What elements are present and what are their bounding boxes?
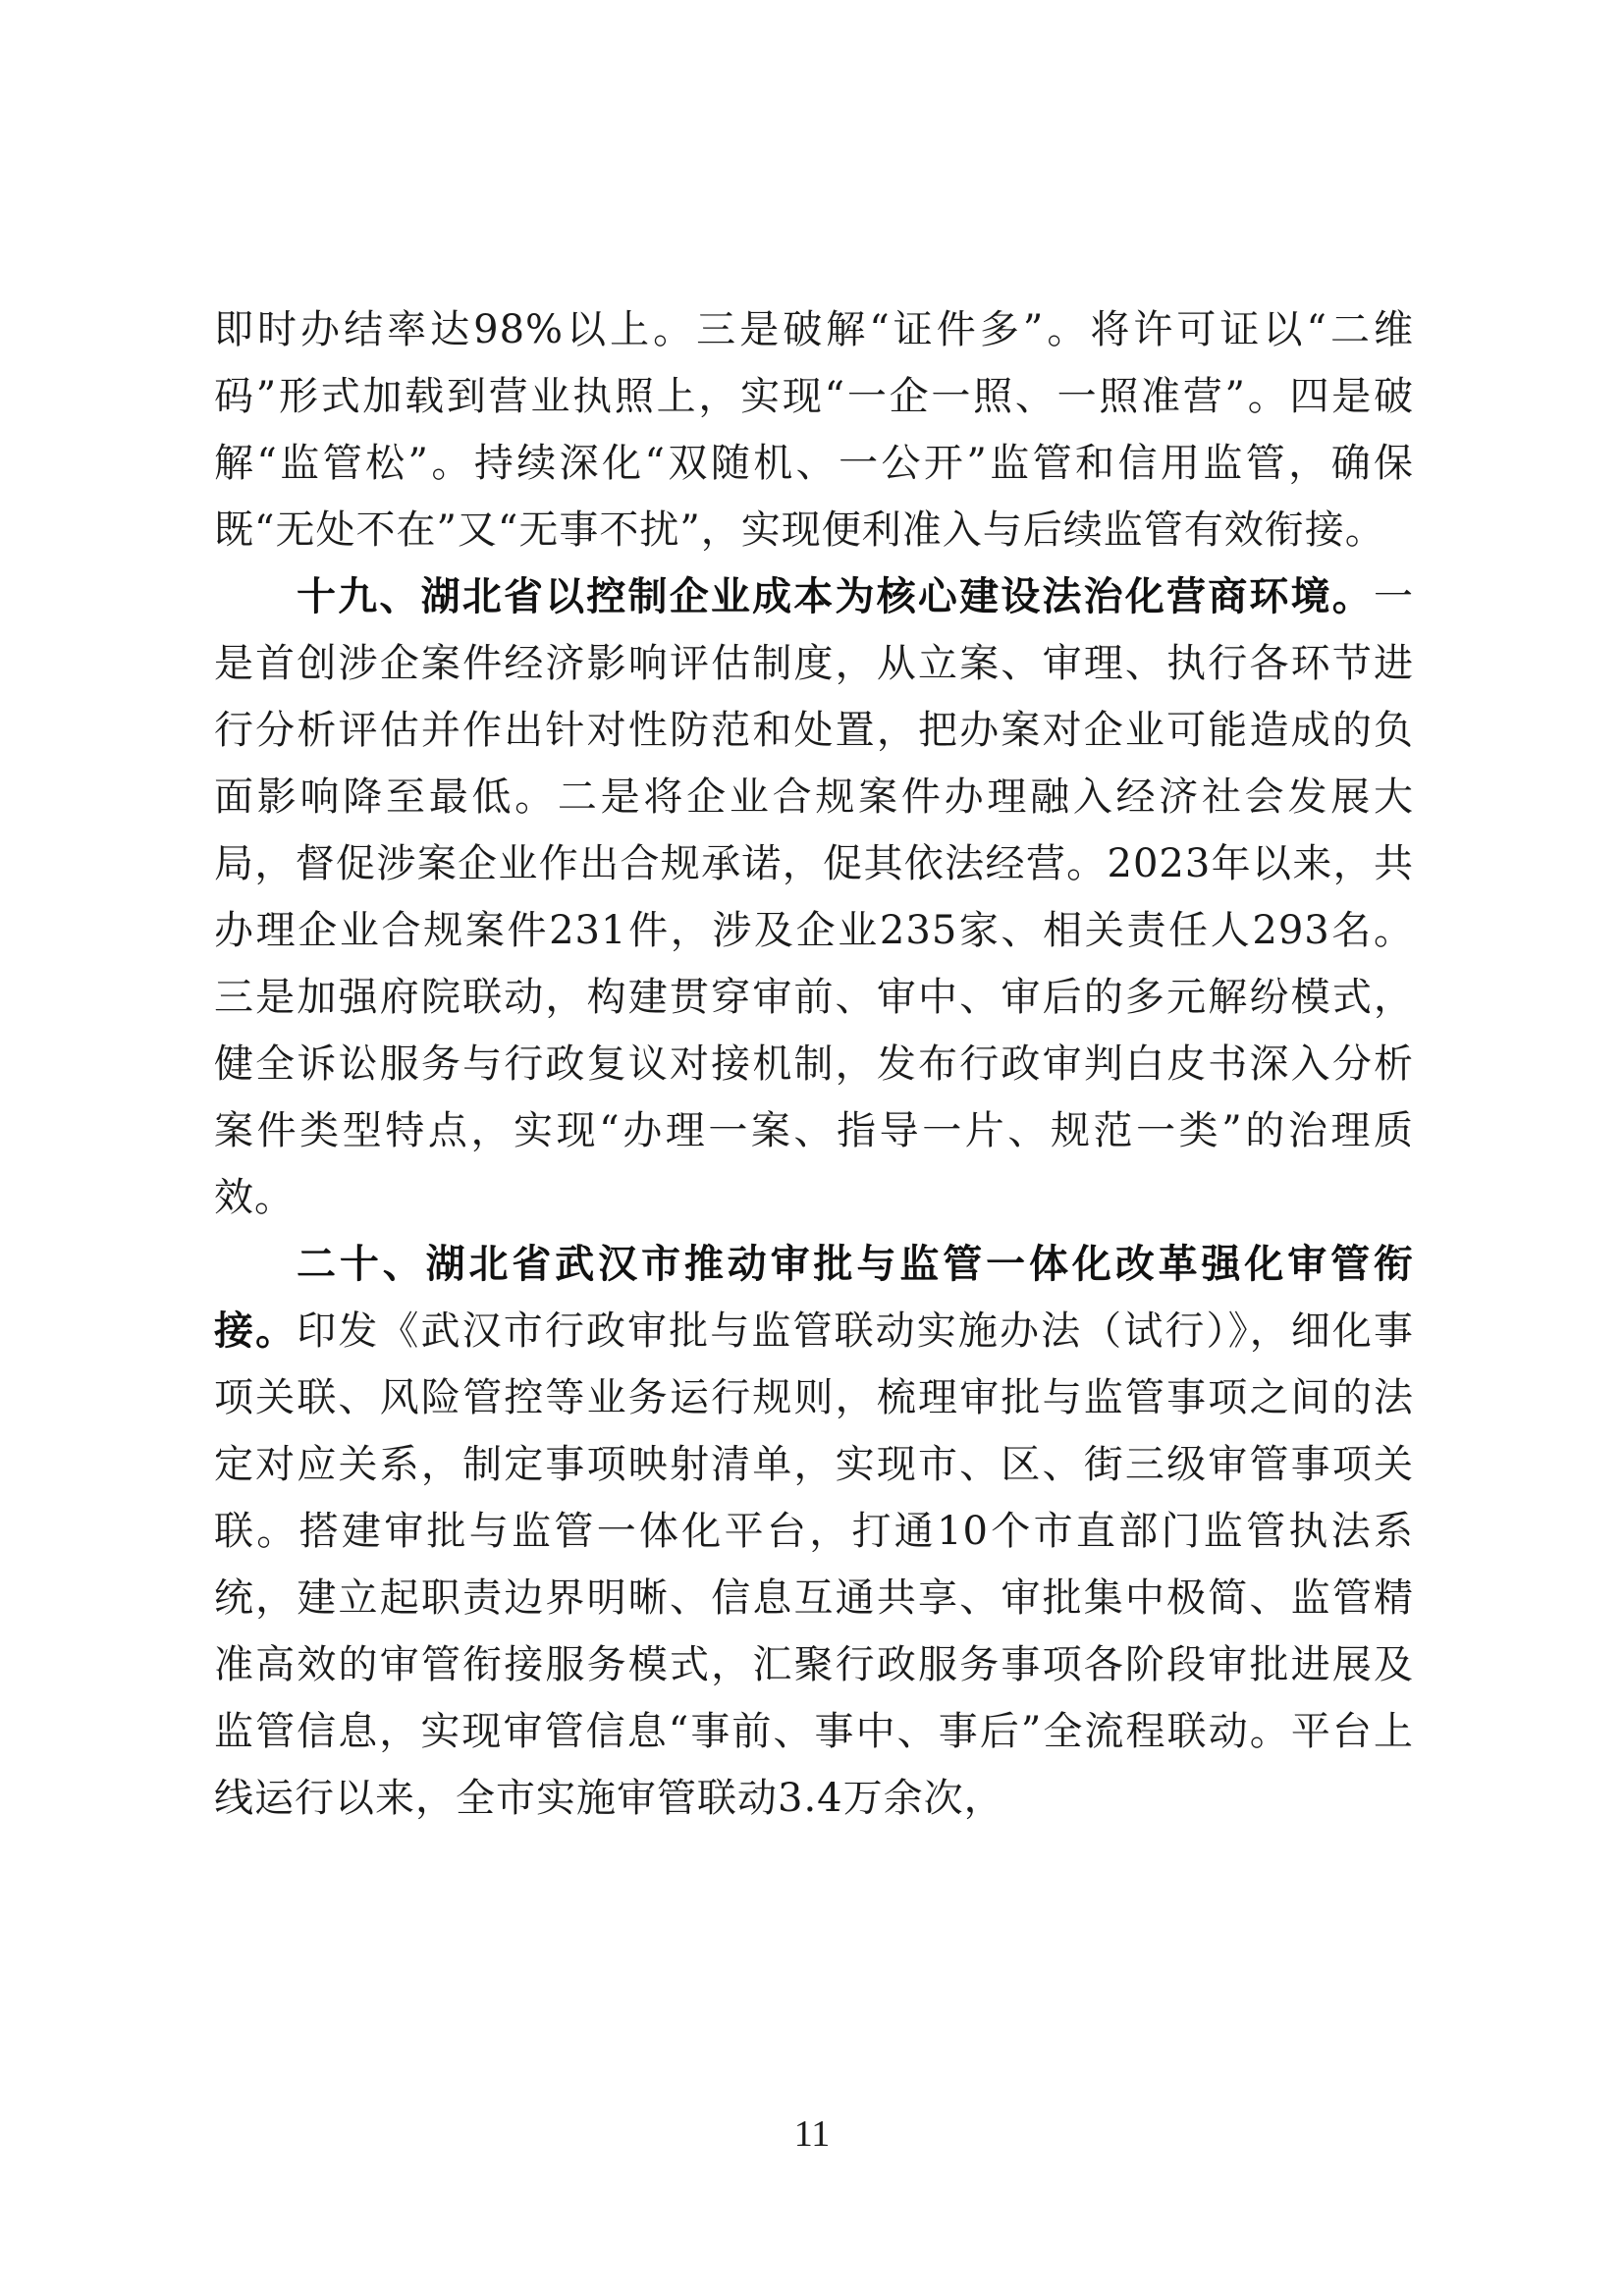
paragraph-text: 一是首创涉企案件经济影响评估制度，从立案、审理、执行各环节进行分析评估并作出针对性防范和处置，把办案对企业可能造成的负面影响降至最低。二是将企业合规案件办理融入经济社会发展大局，督促涉案企业作出合规承诺，促其依法经营。2023年以来，共办理企业合规案件231件，涉及企业235家、相关责任人293名。三是加强府院联动，构建贯穿审前、审中、审后的多元解纷模式，健全诉讼服务与行政复议对接机制，发布行政审判白皮书深入分析案件类型特点，实现“办理一案、指导一片、规范一类”的治理质效。 bbox=[214, 574, 1414, 1220]
item-heading: 二十、湖北省武汉市推动审批与监管一体化改革强化审管衔接。 bbox=[214, 1242, 1414, 1354]
paragraph-text: 即时办结率达98%以上。三是破解“证件多”。将许可证以“二维码”形式加载到营业执照上，实现“一企一照、一照准营”。四是破解“监管松”。持续深化“双随机、一公开”监管和信用监管，确保既“无处不在”又“无事不扰”，实现便利准入与后续监管有效衔接。 bbox=[214, 307, 1414, 553]
paragraph-item-19 bbox=[214, 563, 1414, 1231]
page-number: 11 bbox=[793, 2113, 831, 2155]
paragraph-text: 印发《武汉市行政审批与监管联动实施办法（试行）》，细化事项关联、风险管控等业务运行规则，梳理审批与监管事项之间的法定对应关系，制定事项映射清单，实现市、区、街三级审管事项关联。搭建审批与监管一体化平台，打通10个市直部门监管执法系统，建立起职责边界明晰、信息互通共享、审批集中极简、监管精准高效的审管衔接服务模式，汇聚行政服务事项各阶段审批进展及监管信息，实现审管信息“事前、事中、事后”全流程联动。平台上线运行以来，全市实施审管联动3.4万余次， bbox=[214, 1308, 1415, 1821]
item-heading: 十九、湖北省以控制企业成本为核心建设法治化营商环境。 bbox=[297, 574, 1374, 619]
document-body bbox=[214, 296, 1414, 1832]
paragraph-continuation bbox=[214, 296, 1414, 563]
paragraph-item-20 bbox=[214, 1231, 1414, 1832]
